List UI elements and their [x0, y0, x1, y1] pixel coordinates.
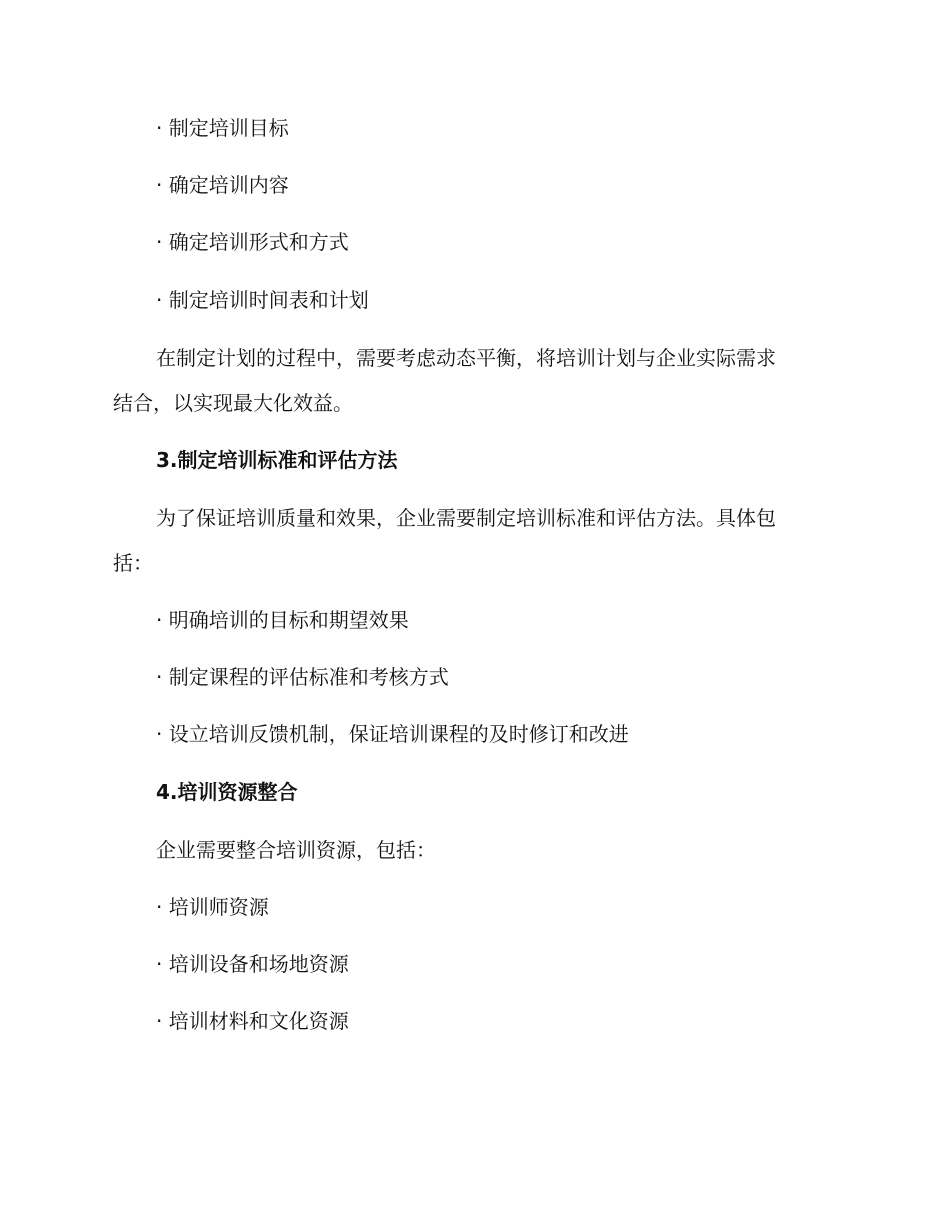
list-item: · 设立培训反馈机制，保证培训课程的及时修订和改进	[156, 722, 629, 746]
paragraph-line: 企业需要整合培训资源，包括：	[156, 838, 436, 862]
paragraph-line: 为了保证培训质量和效果，企业需要制定培训标准和评估方法。具体包	[156, 506, 776, 530]
list-item: · 培训设备和场地资源	[156, 952, 349, 976]
list-item: · 确定培训内容	[156, 173, 289, 197]
list-item: · 制定培训目标	[156, 116, 289, 140]
paragraph-line: 括：	[113, 551, 153, 575]
paragraph-line: 在制定计划的过程中，需要考虑动态平衡，将培训计划与企业实际需求	[156, 346, 776, 370]
paragraph-line: 结合，以实现最大化效益。	[113, 391, 353, 415]
list-item: · 培训师资源	[156, 895, 269, 919]
list-item: · 制定课程的评估标准和考核方式	[156, 665, 449, 689]
list-item: · 明确培训的目标和期望效果	[156, 608, 409, 632]
list-item: · 培训材料和文化资源	[156, 1009, 349, 1033]
section-heading: 4.培训资源整合	[156, 780, 298, 804]
list-item: · 确定培训形式和方式	[156, 230, 349, 254]
section-heading: 3.制定培训标准和评估方法	[156, 448, 398, 472]
list-item: · 制定培训时间表和计划	[156, 288, 369, 312]
